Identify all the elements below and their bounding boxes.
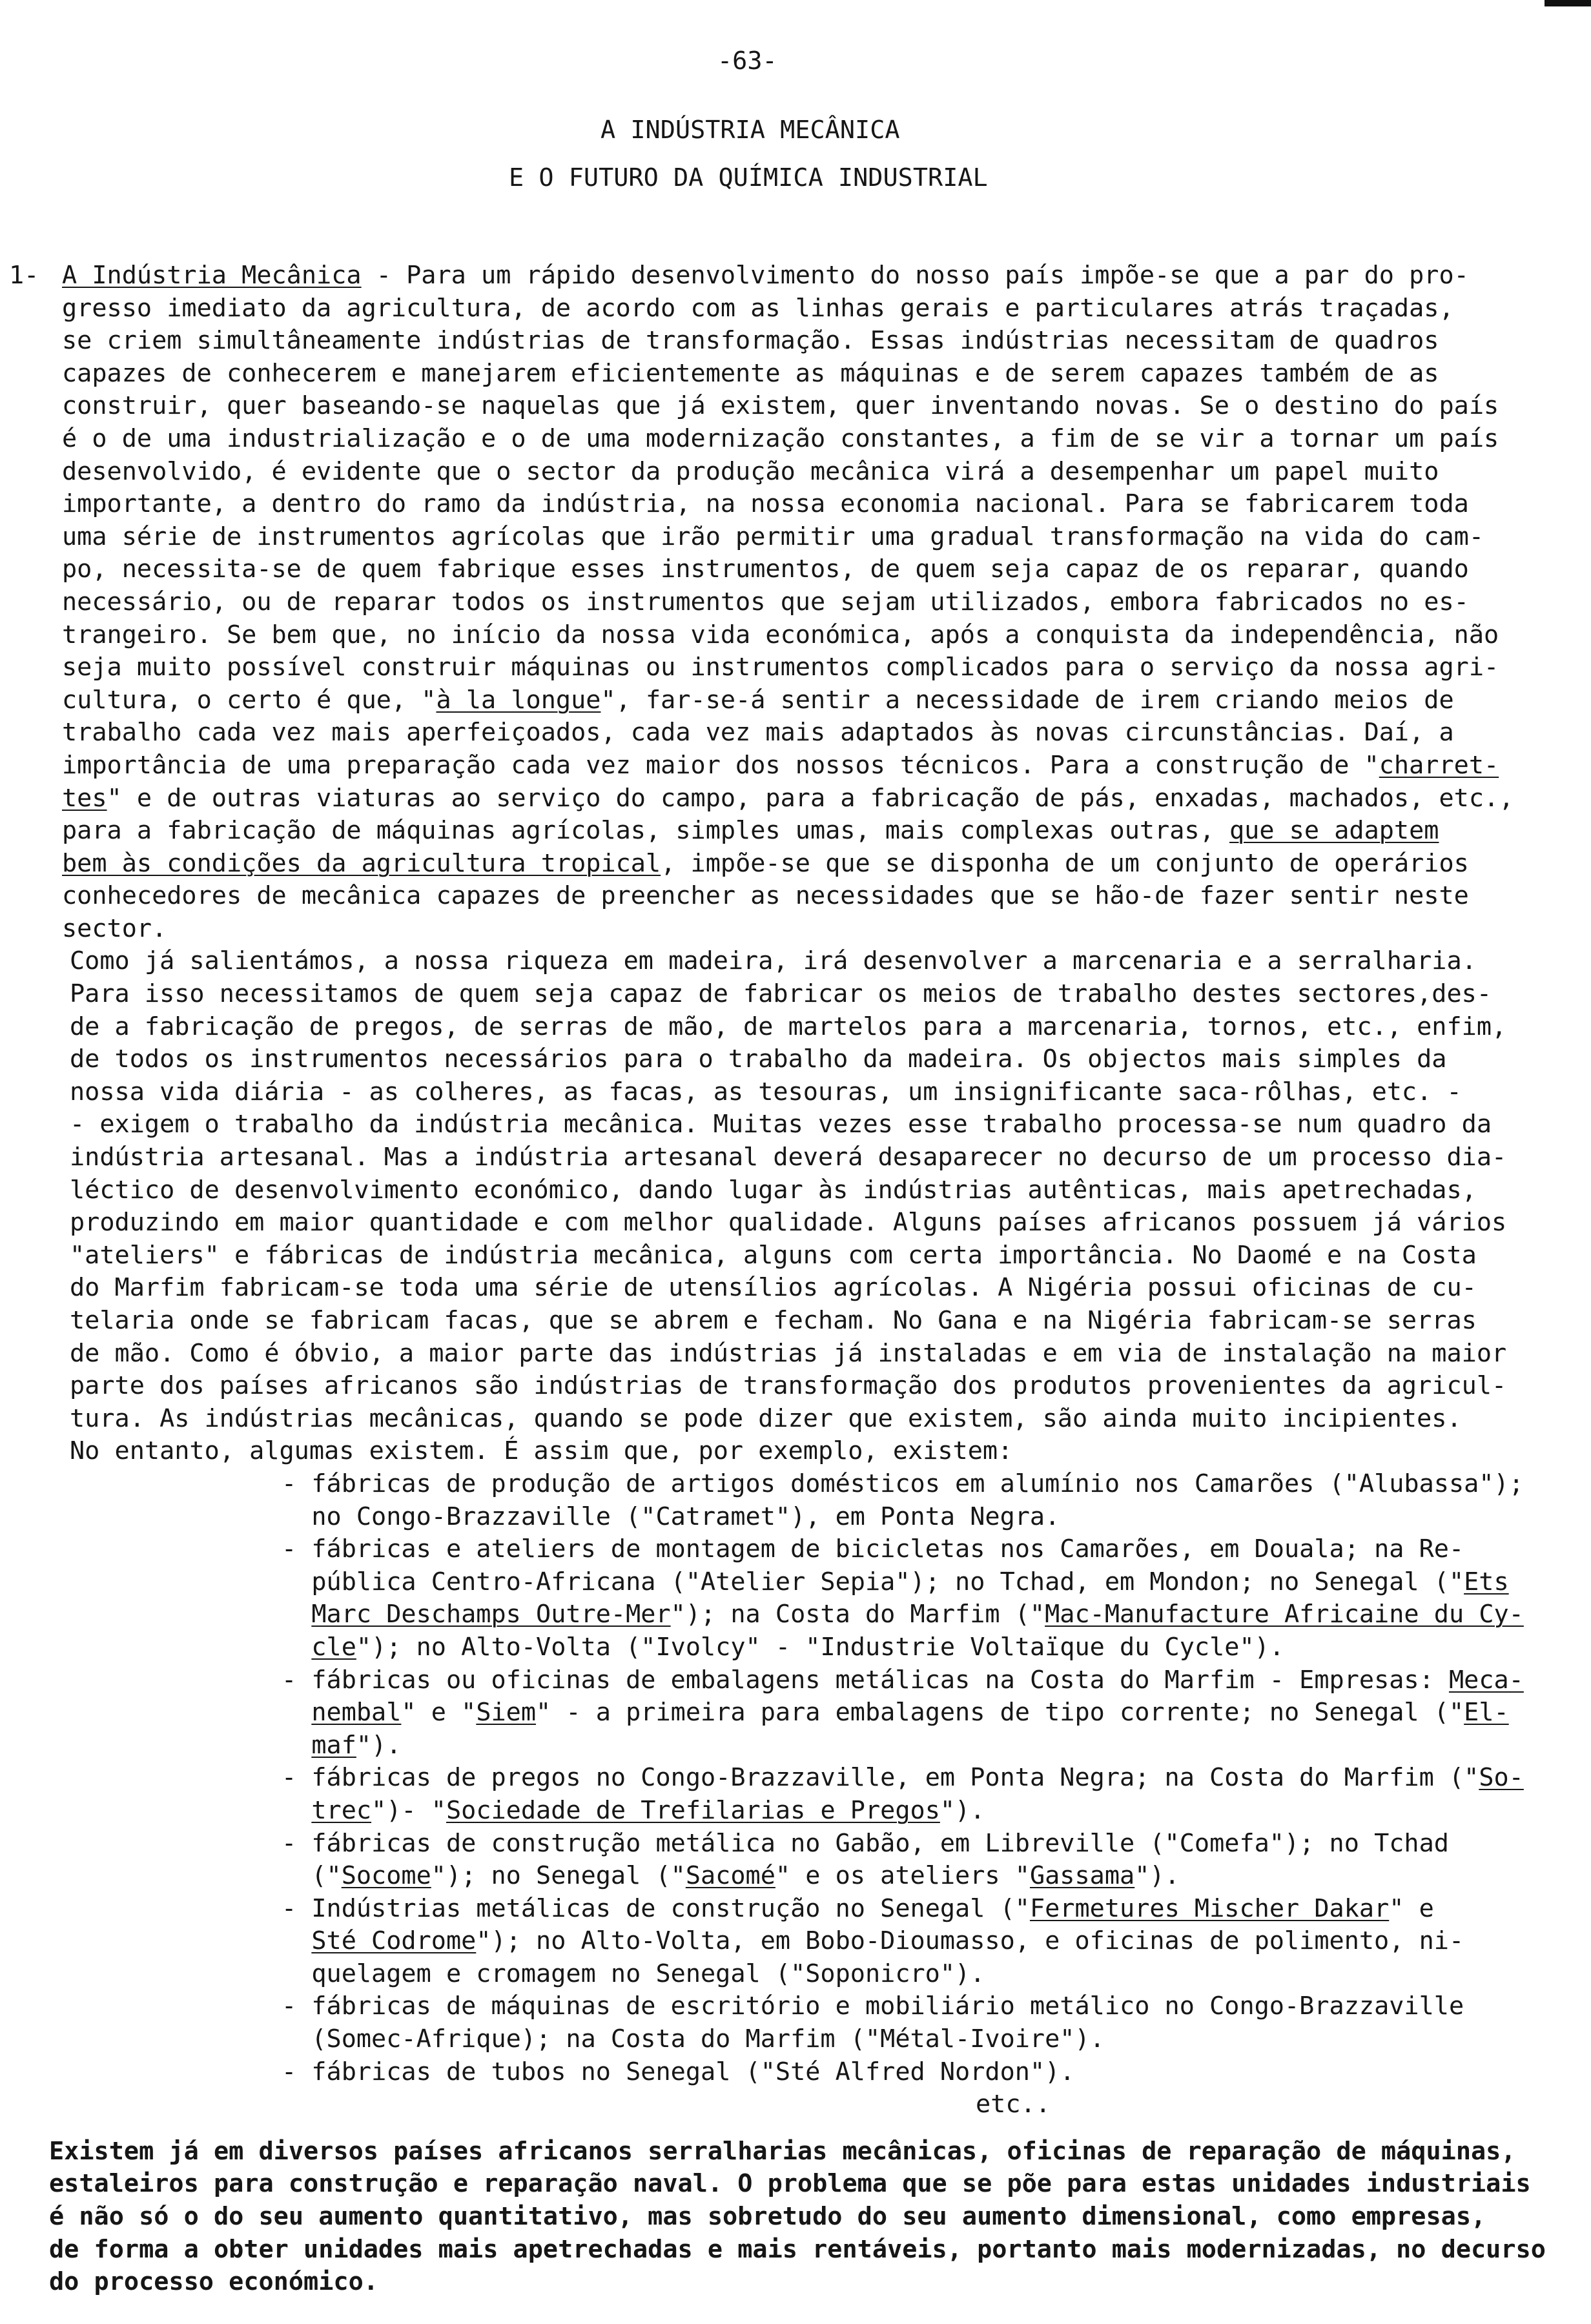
underlined-text: Meca- — [1448, 1665, 1524, 1695]
underlined-text: cle — [311, 1632, 356, 1662]
text-segment: , impõe-se que se disponha de um conjunto de operários — [661, 848, 1469, 878]
underlined-text: El- — [1464, 1698, 1509, 1728]
text-line — [49, 2234, 1591, 2267]
text-segment: Para isso necessitamos de quem seja capaz de fabricar os meios de trabalho destes sectores,des- — [70, 979, 1492, 1009]
text-line — [70, 1108, 1591, 1141]
underlined-text: tes — [62, 783, 107, 813]
text-segment: importante, a dentro do ramo da indústria, na nossa economia nacional. Para se fabricarem toda — [62, 489, 1469, 519]
text-line — [70, 1207, 1591, 1239]
list-item — [282, 1664, 1591, 1762]
text-line — [62, 880, 1591, 913]
text-segment: - Indústrias metálicas de construção no Senegal (" — [282, 1893, 1030, 1923]
paragraph-closing — [49, 2135, 1591, 2299]
text-segment: "); no Senegal (" — [431, 1861, 686, 1891]
text-segment: no Congo-Brazzaville ("Catramet"), em Ponta Negra. — [311, 1502, 1060, 1531]
list-item — [282, 1762, 1591, 1827]
list-etc: etc.. — [976, 2090, 1051, 2119]
text-segment: pública Centro-Africana ("Atelier Sepia"); no Tchad, em Mondon; no Senegal (" — [311, 1567, 1464, 1596]
text-line — [70, 1076, 1591, 1109]
text-segment: (" — [311, 1861, 342, 1891]
text-line — [49, 2201, 1591, 2234]
text-segment: "); no Alto-Volta ("Ivolcy" - "Industrie Voltaïque du Cycle"). — [356, 1632, 1284, 1662]
text-line — [282, 1860, 1591, 1893]
text-line — [70, 1239, 1591, 1272]
text-segment: (Somec-Afrique); na Costa do Marfim ("Métal-Ivoire"). — [311, 2024, 1105, 2054]
page-subtitle: E O FUTURO DA QUÍMICA INDUSTRIAL — [509, 163, 988, 192]
text-line — [282, 2023, 1591, 2056]
text-segment: - fábricas de produção de artigos domésticos em alumínio nos Camarões ("Alubassa"); — [282, 1469, 1524, 1498]
text-segment: "). — [356, 1730, 402, 1760]
text-segment: conhecedores de mecânica capazes de preencher as necessidades que se hão-de fazer sentir neste — [62, 881, 1469, 911]
list-item — [282, 1990, 1591, 2055]
text-line — [62, 619, 1591, 652]
text-line — [62, 913, 1591, 946]
text-segment: telaria onde se fabricam facas, que se abrem e fecham. No Gana e na Nigéria fabricam-se serras — [70, 1306, 1477, 1335]
text-line — [62, 358, 1591, 391]
underlined-text: Ets — [1464, 1567, 1509, 1596]
page-title: A INDÚSTRIA MECÂNICA — [600, 116, 900, 145]
text-segment: se criem simultâneamente indústrias de transformação. Essas indústrias necessitam de quadros — [62, 326, 1439, 356]
page-number: -63- — [717, 46, 777, 76]
text-line — [49, 2266, 1591, 2299]
text-line — [70, 1174, 1591, 1207]
text-segment: "). — [1134, 1861, 1180, 1891]
text-line — [282, 1533, 1591, 1566]
text-segment: cultura, o certo é que, " — [62, 685, 436, 715]
text-segment: trangeiro. Se bem que, no início da nossa vida económica, após a conquista da independência, não — [62, 620, 1499, 649]
text-line — [282, 1631, 1591, 1664]
text-segment: parte dos países africanos são indústrias de transformação dos produtos provenientes da agricul- — [70, 1371, 1507, 1401]
text-line — [282, 1762, 1591, 1795]
text-segment: - fábricas de construção metálica no Gabão, em Libreville ("Comefa"); no Tchad — [282, 1828, 1449, 1858]
text-segment: nossa vida diária - as colheres, as facas, as tesouras, um insignificante saca-rôlhas, etc. - — [70, 1077, 1462, 1106]
text-segment: é não só o do seu aumento quantitativo, mas sobretudo do seu aumento dimensional, como empresas, — [49, 2202, 1486, 2232]
text-segment: "); na Costa do Marfim (" — [670, 1600, 1045, 1629]
text-line — [62, 782, 1591, 815]
list-item — [282, 1533, 1591, 1664]
text-segment: é o de uma industrialização e o de uma modernização constantes, a fim de se vir a tornar um país — [62, 423, 1499, 453]
text-segment: de mão. Como é óbvio, a maior parte das indústrias já instaladas e em via de instalação na maior — [70, 1338, 1507, 1368]
paragraph-industria-mecanica — [62, 260, 1591, 945]
text-line — [49, 2168, 1591, 2201]
text-line — [70, 1403, 1591, 1436]
text-segment: - fábricas ou oficinas de embalagens metálicas na Costa do Marfim - Empresas: — [282, 1665, 1449, 1695]
text-segment: " - a primeira para embalagens de tipo corrente; no Senegal (" — [536, 1698, 1464, 1728]
text-segment: "ateliers" e fábricas de indústria mecânica, alguns com certa importância. No Daomé e na Costa — [70, 1240, 1477, 1270]
text-segment: produzindo em maior quantidade e com melhor qualidade. Alguns países africanos possuem já vários — [70, 1208, 1507, 1238]
document-body — [0, 260, 1591, 2299]
text-line — [70, 1370, 1591, 1403]
text-line — [282, 1795, 1591, 1828]
text-segment: desenvolvido, é evidente que o sector da produção mecânica virá a desempenhar um papel muito — [62, 456, 1439, 486]
text-line — [62, 553, 1591, 586]
text-segment: capazes de conhecerem e manejarem eficientemente as máquinas e de serem capazes também de as — [62, 358, 1439, 388]
text-segment: - fábricas e ateliers de montagem de bicicletas nos Camarões, em Douala; na Re- — [282, 1534, 1464, 1564]
text-line — [62, 325, 1591, 358]
text-segment: - fábricas de máquinas de escritório e mobiliário metálico no Congo-Brazzaville — [282, 1992, 1464, 2021]
text-line — [282, 1990, 1591, 2023]
text-segment: de todos os instrumentos necessários para o trabalho da madeira. Os objectos mais simples da — [70, 1045, 1447, 1074]
text-segment: do processo económico. — [49, 2267, 378, 2297]
text-line — [62, 488, 1591, 521]
text-line — [282, 1925, 1591, 1958]
text-line — [49, 2135, 1591, 2168]
text-segment: ")- " — [371, 1795, 446, 1825]
underlined-text: trec — [311, 1795, 372, 1825]
text-line — [62, 651, 1591, 684]
list-item — [282, 2056, 1591, 2089]
text-segment: - Para um rápido desenvolvimento do nosso país impõe-se que a par do pro- — [361, 261, 1469, 290]
text-line — [70, 1043, 1591, 1076]
underlined-text: Socome — [341, 1861, 431, 1891]
text-segment: seja muito possível construir máquinas ou instrumentos complicados para o serviço da nossa agri- — [62, 653, 1499, 682]
underlined-text: Siem — [476, 1698, 537, 1728]
text-line — [282, 1468, 1591, 1501]
text-segment: importância de uma preparação cada vez maior dos nossos técnicos. Para a construção de " — [62, 750, 1379, 780]
list-item — [282, 1468, 1591, 1533]
text-segment: do Marfim fabricam-se toda uma série de utensílios agrícolas. A Nigéria possui oficinas de cu- — [70, 1273, 1477, 1303]
text-line — [62, 423, 1591, 456]
underlined-text: bem às condições da agricultura tropical — [62, 848, 661, 878]
text-line — [70, 1435, 1591, 1468]
underlined-text: Sté Codrome — [311, 1926, 477, 1956]
scan-edge-mark — [1545, 0, 1591, 6]
text-line — [70, 978, 1591, 1011]
text-segment: uma série de instrumentos agrícolas que irão permitir uma gradual transformação na vida do cam- — [62, 522, 1484, 551]
underlined-text: à la longue — [436, 685, 601, 715]
text-line — [282, 1958, 1591, 1991]
text-segment: " e de outras viaturas ao serviço do campo, para a fabricação de pás, enxadas, machados, etc., — [107, 783, 1514, 813]
text-segment: " e — [1389, 1893, 1434, 1923]
text-line — [282, 1729, 1591, 1762]
text-segment: léctico de desenvolvimento económico, dando lugar às indústrias autênticas, mais apetrechadas, — [70, 1175, 1477, 1205]
text-segment: indústria artesanal. Mas a indústria artesanal deverá desaparecer no decurso de um processo dia- — [70, 1143, 1507, 1172]
text-line — [282, 1828, 1591, 1860]
text-line — [62, 292, 1591, 325]
underlined-text: Sacomé — [685, 1861, 775, 1891]
list-item — [282, 1893, 1591, 1991]
text-line — [282, 2056, 1591, 2089]
text-segment: Existem já em diversos países africanos serralharias mecânicas, oficinas de reparação de máquinas, — [49, 2136, 1516, 2166]
text-segment: ", far-se-á sentir a necessidade de irem criando meios de — [600, 685, 1454, 715]
list-item — [282, 1828, 1591, 1893]
underlined-text: nembal — [311, 1698, 402, 1728]
text-segment: para a fabricação de máquinas agrícolas, simples umas, mais complexas outras, — [62, 816, 1229, 846]
text-line — [62, 848, 1591, 881]
text-segment: No entanto, algumas existem. É assim que, por exemplo, existem: — [70, 1436, 1013, 1466]
underlined-text: A Indústria Mecânica — [62, 261, 362, 290]
text-line — [62, 586, 1591, 619]
text-line — [62, 456, 1591, 489]
text-line — [70, 1338, 1591, 1371]
text-line — [282, 1664, 1591, 1697]
text-line — [62, 260, 1591, 292]
underlined-text: maf — [311, 1730, 356, 1760]
underlined-text: So- — [1479, 1763, 1524, 1793]
text-segment: - fábricas de tubos no Senegal ("Sté Alfred Nordon"). — [282, 2057, 1075, 2086]
text-line — [282, 1893, 1591, 1926]
underlined-text: charret- — [1379, 750, 1499, 780]
text-line — [70, 1305, 1591, 1338]
text-segment: - exigem o trabalho da indústria mecânica. Muitas vezes esse trabalho processa-se num quadro da — [70, 1110, 1492, 1139]
text-segment: "). — [939, 1795, 985, 1825]
text-segment: sector. — [62, 913, 167, 943]
text-segment: gresso imediato da agricultura, de acordo com as linhas gerais e particulares atrás traçadas, — [62, 293, 1454, 323]
underlined-text: Marc Deschamps Outre-Mer — [311, 1600, 671, 1629]
text-line — [282, 1566, 1591, 1599]
text-line — [70, 1141, 1591, 1174]
text-line — [282, 1697, 1591, 1729]
text-segment: " e " — [401, 1698, 477, 1728]
text-segment: po, necessita-se de quem fabrique esses instrumentos, de quem seja capaz de os reparar, quando — [62, 555, 1469, 584]
text-line — [62, 815, 1591, 848]
text-segment: de a fabricação de pregos, de serras de mão, de martelos para a marcenaria, tornos, etc., enfim, — [70, 1012, 1507, 1041]
text-segment: trabalho cada vez mais aperfeiçoados, cada vez mais adaptados às novas circunstâncias. Daí, a — [62, 718, 1454, 748]
underlined-text: Gassama — [1029, 1861, 1135, 1891]
text-line — [282, 1598, 1591, 1631]
text-line — [70, 1272, 1591, 1305]
underlined-text: Fermetures Mischer Dakar — [1029, 1893, 1390, 1923]
section-number: 1- — [9, 261, 39, 290]
text-segment: - fábricas de pregos no Congo-Brazzaville, em Ponta Negra; na Costa do Marfim (" — [282, 1763, 1479, 1793]
underlined-text: Sociedade de Trefilarias e Pregos — [446, 1795, 940, 1825]
text-segment: estaleiros para construção e reparação naval. O problema que se põe para estas unidades industriais — [49, 2169, 1531, 2199]
paragraph-marcenaria — [70, 945, 1591, 1468]
underlined-text: Mac-Manufacture Africaine du Cy- — [1045, 1600, 1524, 1629]
text-line — [62, 521, 1591, 554]
text-line — [62, 684, 1591, 717]
text-segment: tura. As indústrias mecânicas, quando se pode dizer que existem, são ainda muito incipientes. — [70, 1403, 1462, 1433]
text-segment: "); no Alto-Volta, em Bobo-Dioumasso, e oficinas de polimento, ni- — [476, 1926, 1464, 1956]
text-line — [70, 1011, 1591, 1044]
text-segment: quelagem e cromagem no Senegal ("Soponicro"). — [311, 1959, 985, 1988]
text-segment: Como já salientámos, a nossa riqueza em madeira, irá desenvolver a marcenaria e a serralharia. — [70, 946, 1477, 976]
text-segment: " e os ateliers " — [775, 1861, 1030, 1891]
text-line — [62, 390, 1591, 423]
underlined-text: que se adaptem — [1229, 816, 1439, 846]
text-line — [282, 1501, 1591, 1534]
text-segment: construir, quer baseando-se naquelas que já existem, quer inventando novas. Se o destino do país — [62, 391, 1499, 421]
text-line — [62, 717, 1591, 749]
text-segment: de forma a obter unidades mais apetrechadas e mais rentáveis, portanto mais modernizadas, no decurso — [49, 2234, 1546, 2264]
text-line — [62, 749, 1591, 782]
text-segment: necessário, ou de reparar todos os instrumentos que sejam utilizados, embora fabricados no es- — [62, 587, 1469, 617]
text-line — [70, 945, 1591, 978]
industries-list — [282, 1468, 1591, 2088]
